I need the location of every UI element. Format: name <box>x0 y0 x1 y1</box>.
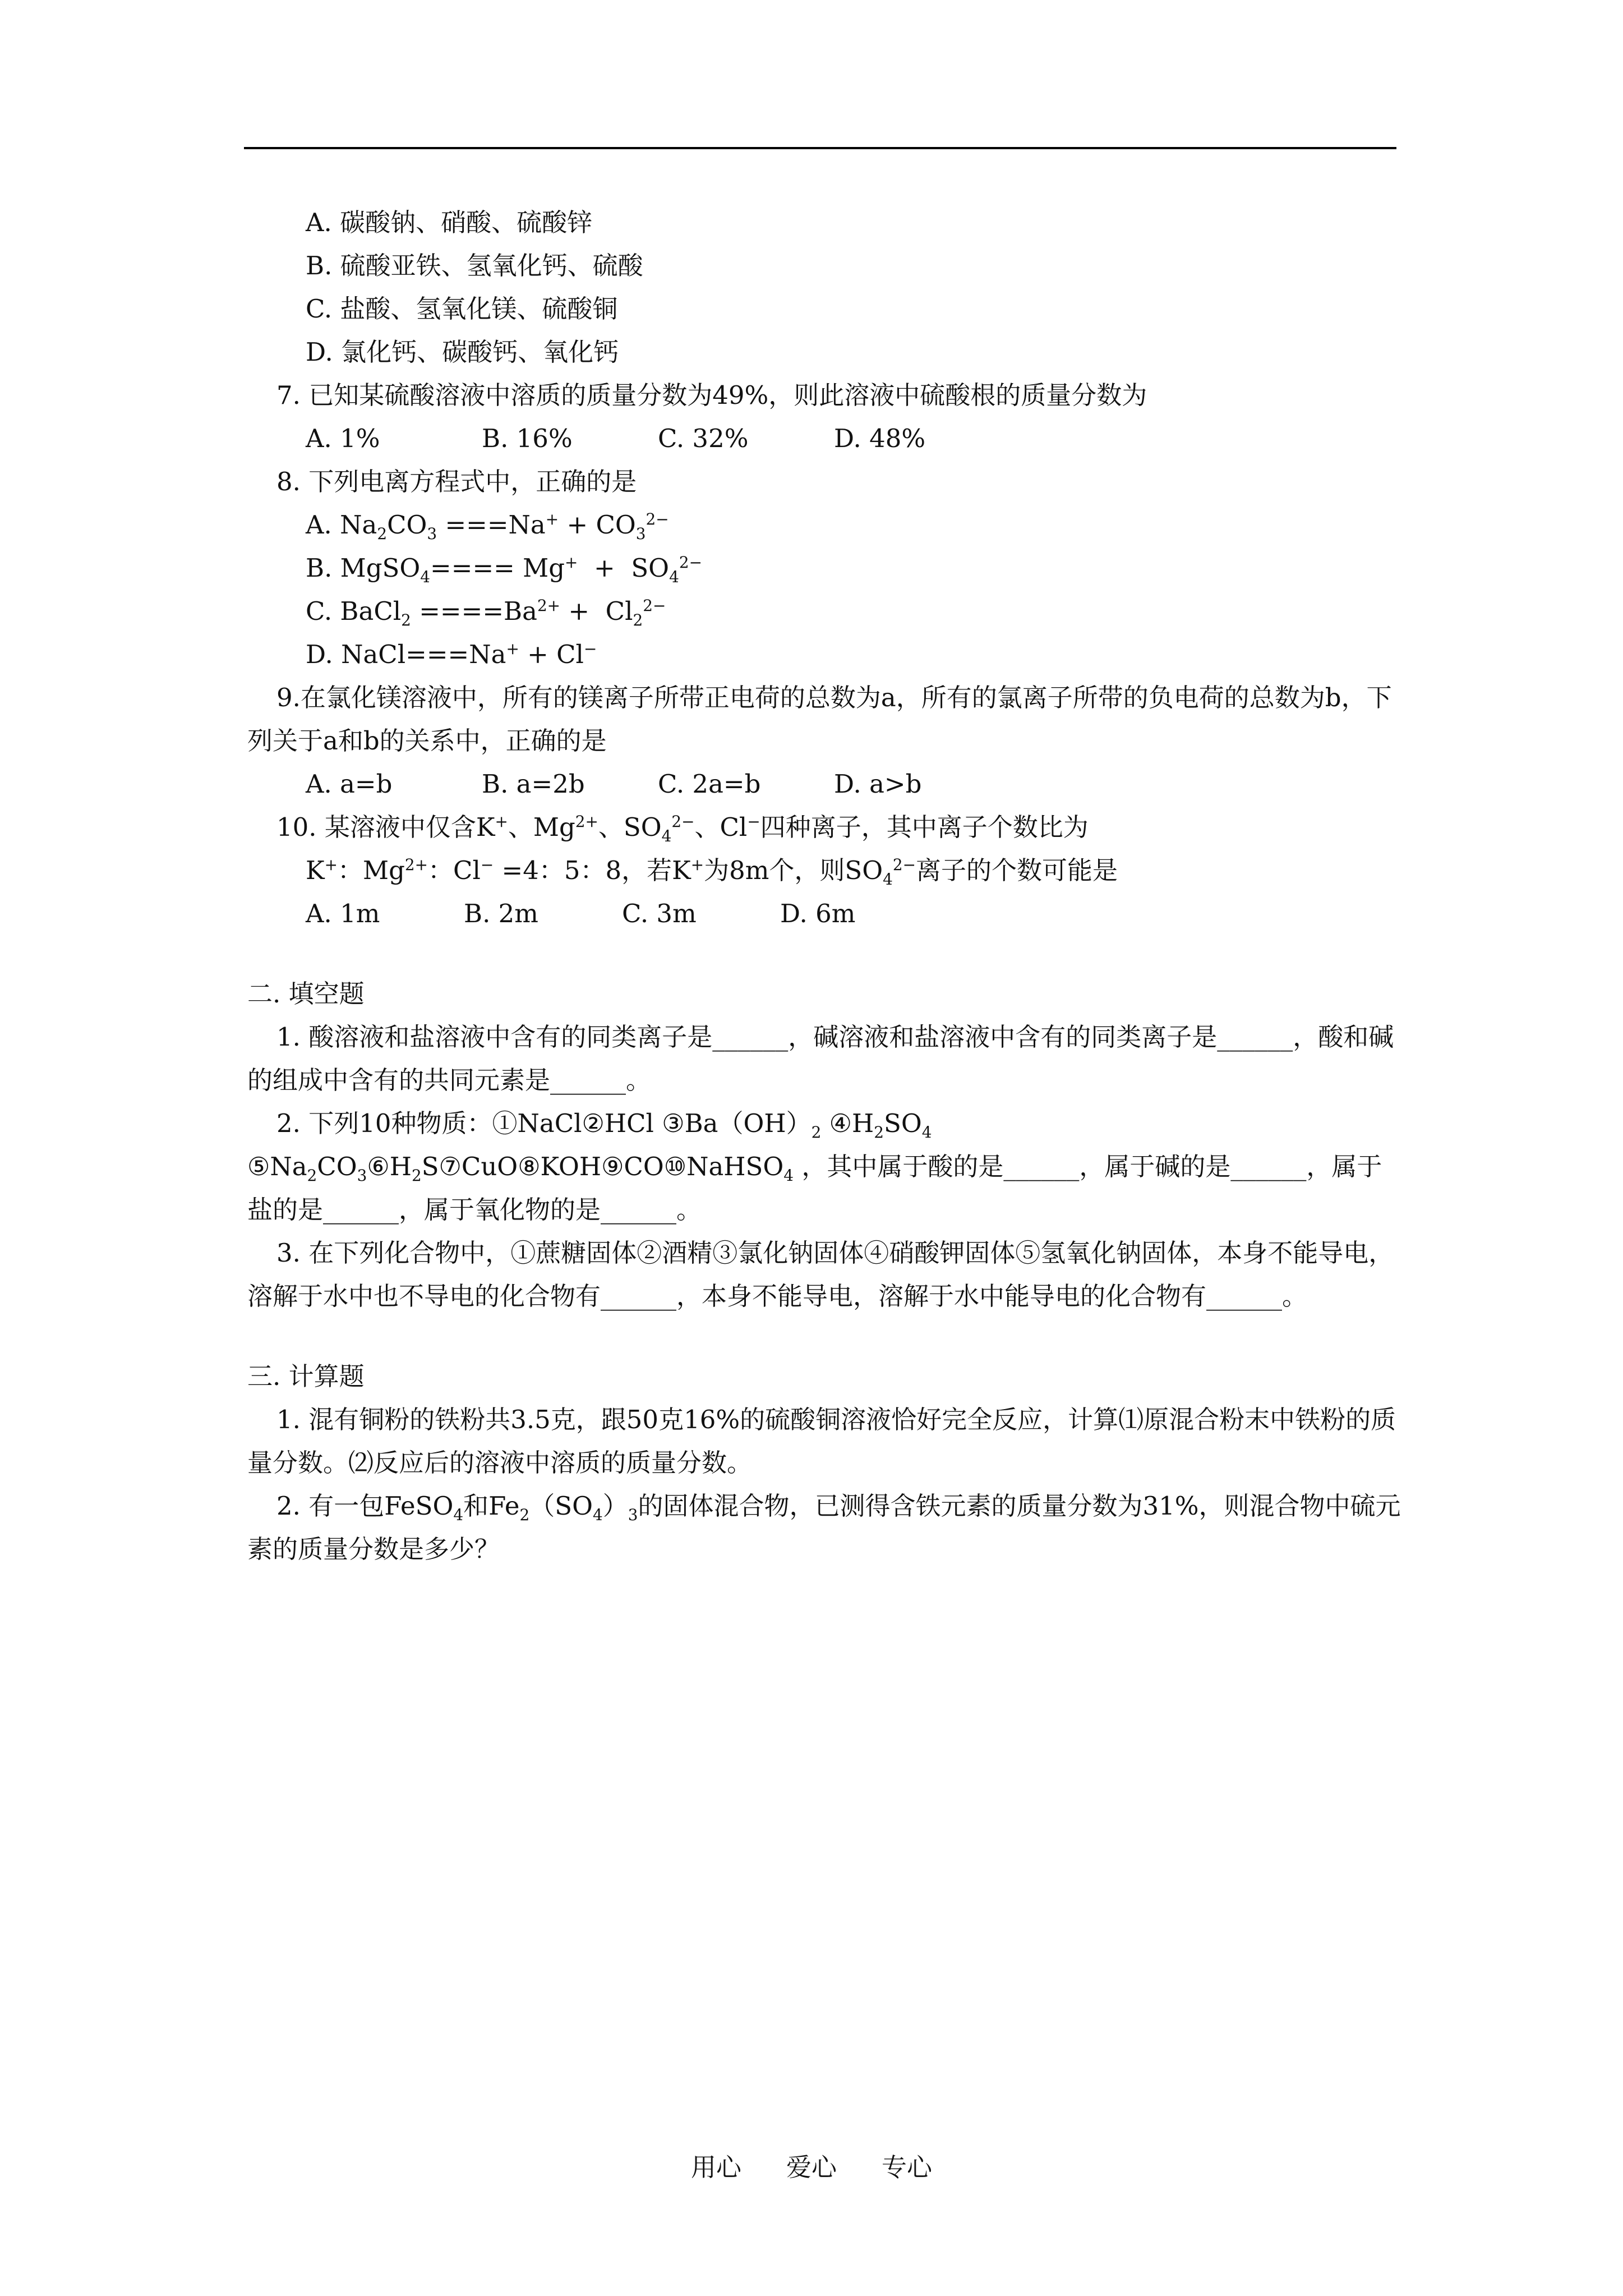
q10-stem-line2: K+：$Mg^{2+}$：Cl− =4：5：8，若K+为8m个，则$SO_4^{2-}$离子的个数可能是 <box>306 855 1118 889</box>
q6-option-c: C. 盐酸、氢氧化镁、硫酸铜 <box>306 294 618 324</box>
q10-stem-line1: 10. 某溶液中仅含K+、$Mg^{2+}$、$SO_4^{2-}$、Cl−四种离子，其中离子个数比为 <box>276 812 1089 845</box>
footer-word-1: 用心 <box>690 2152 741 2182</box>
q8-option-c: C. BaCl$_2$ $====Ba^{2+} + Cl_2^{2-}$ <box>306 596 666 629</box>
q8-option-d: D. NaCl===Na+ + Cl− <box>306 639 597 669</box>
q10-options <box>247 892 1403 935</box>
q7-option-c: C. 32% <box>658 424 749 453</box>
header-rule <box>244 147 1396 149</box>
section2-q3: 3. 在下列化合物中，①蔗糖固体②酒精③氯化钠固体④硝酸钾固体⑤氢氧化钠固体，本身不能导电，溶解于水中也不导电的化合物有______，本身不能导电，溶解于水中能导电的化合物有______。 <box>247 1238 1394 1311</box>
section2-q1: 1. 酸溶液和盐溶液中含有的同类离子是______，碱溶液和盐溶液中含有的同类离子是______，酸和碱的组成中含有的共同元素是______。 <box>247 1022 1394 1095</box>
q7-options <box>247 417 1403 460</box>
q8-option-b: B. MgSO$_4$==== $Mg^+ + SO_4^{2-}$ <box>306 553 702 586</box>
q9-option-c: C. 2a=b <box>658 769 761 799</box>
q8-option-a: A. $Na_2CO_3 ===Na^+ + CO_3^{2-}$ <box>306 510 669 543</box>
page-footer <box>0 2147 1623 2183</box>
q10-option-d: D. 6m <box>780 899 856 928</box>
section3-title: 三. 计算题 <box>247 1361 365 1391</box>
q7-option-b: B. 16% <box>482 424 573 453</box>
q9-option-a: A. a=b <box>306 769 393 799</box>
q9-stem: 9.在氯化镁溶液中，所有的镁离子所带正电荷的总数为a，所有的氯离子所带的负电荷的总数为b，下列关于a和b的关系中，正确的是 <box>247 683 1392 756</box>
document-body <box>247 201 1403 1571</box>
q10-option-b: B. 2m <box>464 899 538 928</box>
q6-option-a: A. 碳酸钠、硝酸、硫酸锌 <box>306 208 593 237</box>
q9-options <box>247 762 1403 806</box>
q7-stem: 7. 已知某硫酸溶液中溶质的质量分数为49%，则此溶液中硫酸根的质量分数为 <box>276 380 1147 410</box>
q6-option-d: D. 氯化钙、碳酸钙、氧化钙 <box>306 337 619 367</box>
footer-word-3: 专心 <box>882 2152 933 2182</box>
q9-option-d: D. a>b <box>834 769 922 799</box>
q8-stem: 8. 下列电离方程式中，正确的是 <box>276 467 637 496</box>
section3-q1: 1. 混有铜粉的铁粉共3.5克，跟50克16%的硫酸铜溶液恰好完全反应，计算⑴原混合粉末中铁粉的质量分数。⑵反应后的溶液中溶质的质量分数。 <box>247 1405 1396 1478</box>
q6-option-b: B. 硫酸亚铁、氢氧化钙、硫酸 <box>306 251 643 280</box>
q7-option-a: A. 1% <box>306 424 380 453</box>
q10-option-c: C. 3m <box>622 899 697 928</box>
section3-q2: 2. 有一包FeSO$_4$和$Fe_2(SO_4)_3$的固体混合物，已测得含铁元素的质量分数为31%，则混合物中硫元素的质量分数是多少？ <box>247 1491 1401 1564</box>
q7-option-d: D. 48% <box>834 424 926 453</box>
q9-option-b: B. a=2b <box>482 769 585 799</box>
q10-option-a: A. 1m <box>306 899 380 928</box>
section2-title: 二. 填空题 <box>247 979 365 1009</box>
footer-word-2: 爱心 <box>786 2152 837 2182</box>
section2-q2: 2. 下列10种物质：①NaCl②HCl $③Ba(OH)_2$ $④H_2SO_4$ $⑤Na_2CO_3⑥H_2S⑦CuO⑧KOH⑨CO⑩NaHSO_4$ ，其中属于酸的是______，属于碱的是______，属于盐的是______，属于氧化物的是______。 <box>247 1108 1382 1225</box>
